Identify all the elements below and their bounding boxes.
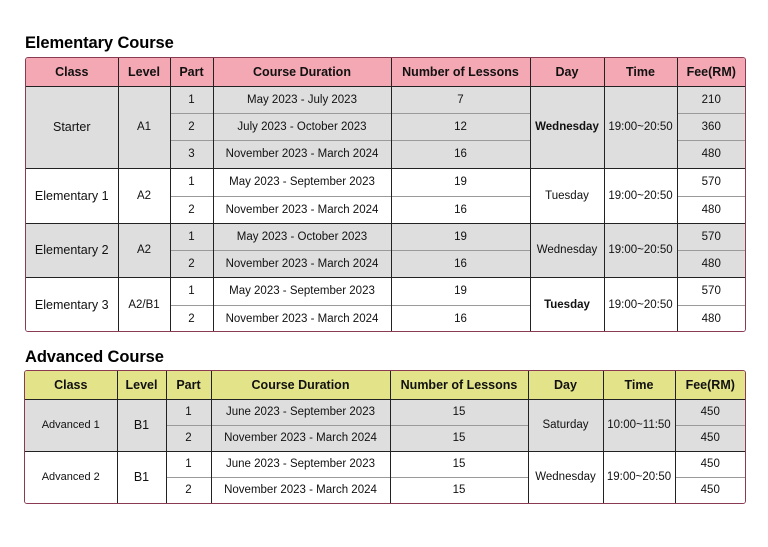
header-day: Day <box>530 58 604 86</box>
fee-cell: 480 <box>677 196 745 223</box>
lessons-cell: 19 <box>391 223 530 250</box>
lessons-cell: 16 <box>391 250 530 277</box>
day-cell: Tuesday <box>530 168 604 223</box>
part-cell: 1 <box>170 277 213 305</box>
header-level: Level <box>118 58 170 86</box>
fee-cell: 450 <box>675 451 745 477</box>
time-cell: 19:00~20:50 <box>604 277 677 332</box>
table-row <box>26 86 745 113</box>
duration-cell: May 2023 - September 2023 <box>213 168 391 196</box>
fee-cell: 210 <box>701 93 721 106</box>
header-fee: Fee(RM) <box>677 58 745 86</box>
table-row <box>26 277 745 305</box>
day-cell: Tuesday <box>530 277 604 332</box>
lessons-cell: 15 <box>390 477 528 503</box>
header-class: Class <box>26 58 118 86</box>
lessons-cell: 15 <box>390 399 528 425</box>
time-cell: 19:00~20:50 <box>604 86 677 168</box>
class-cell: Elementary 3 <box>26 277 118 332</box>
fee-cell: 450 <box>700 406 720 418</box>
table-row <box>26 223 745 250</box>
day-cell: Wednesday <box>530 86 604 168</box>
fee-cell: 570 <box>677 168 745 196</box>
lessons-cell: 16 <box>391 196 530 223</box>
duration-cell: June 2023 - September 2023 <box>211 399 390 425</box>
duration-cell: November 2023 - March 2024 <box>211 477 390 503</box>
advanced-course-title: Advanced Course <box>25 348 164 366</box>
table-row <box>25 399 745 425</box>
level-cell: B1 <box>117 399 166 451</box>
part-cell: 2 <box>166 425 211 451</box>
duration-cell: June 2023 - September 2023 <box>211 451 390 477</box>
part-cell: 1 <box>166 399 211 425</box>
fee-cell: 570 <box>677 223 745 250</box>
class-cell: Advanced 2 <box>25 451 117 503</box>
fee-cell: 570 <box>677 277 745 305</box>
header-part: Part <box>166 371 211 399</box>
day-cell: Wednesday <box>528 451 603 503</box>
part-cell: 1 <box>170 223 213 250</box>
duration-cell: November 2023 - March 2024 <box>213 140 391 168</box>
time-cell: 10:00~11:50 <box>603 399 675 451</box>
level-cell: A1 <box>118 86 170 168</box>
duration-cell: November 2023 - March 2024 <box>213 250 391 277</box>
table-header-row <box>26 58 745 86</box>
table-row <box>26 168 745 196</box>
fee-cell: 450 <box>675 425 745 451</box>
elementary-course-title: Elementary Course <box>25 34 174 52</box>
time-cell: 19:00~20:50 <box>603 451 675 503</box>
lessons-cell: 16 <box>391 140 530 168</box>
part-cell: 2 <box>170 113 213 140</box>
part-cell: 2 <box>170 250 213 277</box>
fee-cell: 360 <box>677 113 745 140</box>
header-course-duration: Course Duration <box>213 58 391 86</box>
level-cell: A2 <box>118 168 170 223</box>
fee-cell: 480 <box>677 305 745 332</box>
part-cell: 1 <box>170 86 213 113</box>
duration-cell: May 2023 - September 2023 <box>213 277 391 305</box>
header-class: Class <box>25 371 117 399</box>
class-cell: Advanced 1 <box>25 399 117 451</box>
lessons-cell: 15 <box>390 425 528 451</box>
advanced-course-table <box>24 370 746 504</box>
day-cell: Wednesday <box>530 223 604 277</box>
table-header-row <box>25 371 745 399</box>
fee-cell: 450 <box>675 477 745 503</box>
header-level: Level <box>117 371 166 399</box>
lessons-cell: 12 <box>391 113 530 140</box>
part-cell: 3 <box>170 140 213 168</box>
part-cell: 2 <box>170 196 213 223</box>
header-time: Time <box>604 58 677 86</box>
header-day: Day <box>528 371 603 399</box>
duration-cell: July 2023 - October 2023 <box>213 113 391 140</box>
header-part: Part <box>170 58 213 86</box>
lessons-cell: 19 <box>391 168 530 196</box>
table-row <box>25 451 745 477</box>
class-cell: Elementary 1 <box>26 168 118 223</box>
level-cell: B1 <box>117 451 166 503</box>
duration-cell: November 2023 - March 2024 <box>213 196 391 223</box>
elementary-course-table <box>25 57 746 332</box>
part-cell: 1 <box>170 168 213 196</box>
header-number-of-lessons: Number of Lessons <box>391 58 530 86</box>
lessons-cell: 15 <box>390 451 528 477</box>
level-cell: A2/B1 <box>118 277 170 332</box>
lessons-cell: 19 <box>391 277 530 305</box>
header-number-of-lessons: Number of Lessons <box>390 371 528 399</box>
day-cell: Saturday <box>528 399 603 451</box>
fee-cell: 480 <box>677 140 745 168</box>
duration-cell: May 2023 - July 2023 <box>213 86 391 113</box>
lessons-cell: 7 <box>391 86 530 113</box>
level-cell: A2 <box>118 223 170 277</box>
class-cell: Elementary 2 <box>26 223 118 277</box>
time-cell: 19:00~20:50 <box>604 223 677 277</box>
lessons-cell: 16 <box>391 305 530 332</box>
duration-cell: November 2023 - March 2024 <box>213 305 391 332</box>
fee-cell: 480 <box>677 250 745 277</box>
part-cell: 2 <box>166 477 211 503</box>
part-cell: 1 <box>166 451 211 477</box>
header-course-duration: Course Duration <box>211 371 390 399</box>
class-cell: Starter <box>26 86 118 168</box>
time-cell: 19:00~20:50 <box>604 168 677 223</box>
part-cell: 2 <box>170 305 213 332</box>
header-fee: Fee(RM) <box>675 371 745 399</box>
duration-cell: May 2023 - October 2023 <box>213 223 391 250</box>
header-time: Time <box>603 371 675 399</box>
duration-cell: November 2023 - March 2024 <box>211 425 390 451</box>
